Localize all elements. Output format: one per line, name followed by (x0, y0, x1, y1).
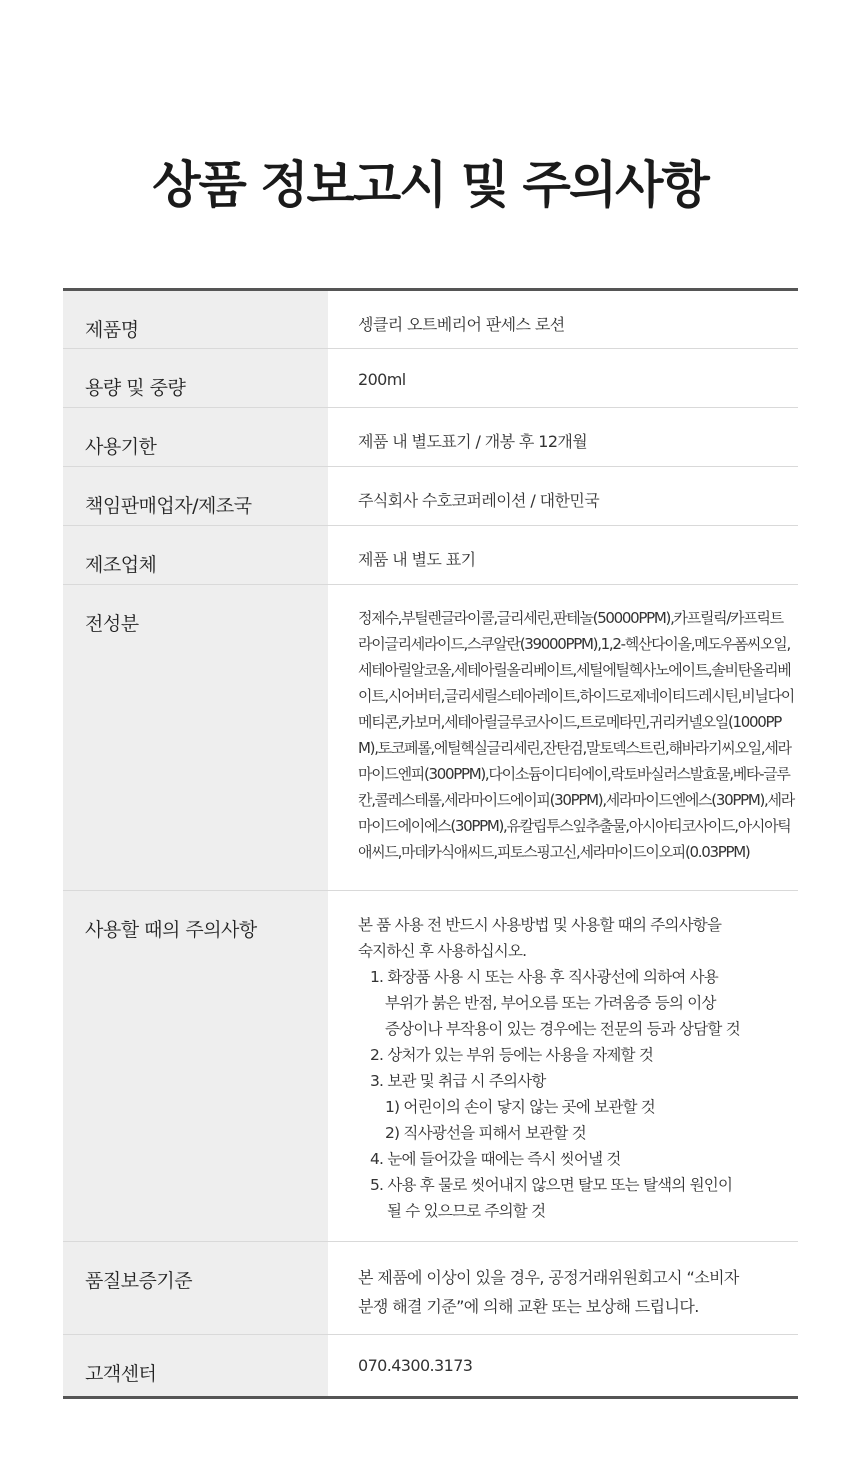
value-volume: 200ml (358, 370, 406, 389)
value-seller: 주식회사 수호코퍼레이션 / 대한민국 (358, 491, 600, 510)
caution-line: 1. 화장품 사용 시 또는 사용 후 직사광선에 의하여 사용 (370, 968, 718, 986)
caution-line: 부위가 붉은 반점, 부어오름 또는 가려움증 등의 이상 (385, 994, 716, 1012)
value-quality (328, 1242, 798, 1334)
row-ingredients (63, 585, 798, 891)
product-info-table (63, 288, 798, 1399)
row-quality (63, 1242, 798, 1335)
value-customer-center: 070.4300.3173 (358, 1356, 473, 1375)
row-customer-center (63, 1335, 798, 1396)
value-ingredients: 정제수,부틸렌글라이콜,글리세린,판테놀(50000PPM),카프릴릭/카프릭트라이글리세라이드,스쿠알란(39000PPM),1,2-헥산다이올,메도우폼씨오일,세테아릴알코올,세테아릴올리베이트,세틸에틸헥사노에이트,솔비탄올리베이트,시어버터,글리세릴스테아레이트,하이드로제네이티드레시틴,비닐다이메티콘,카보머,세테아릴글루코사이드,트로메타민,귀리커넬오일(1000PPM),토코페롤,에틸헥실글리세린,잔탄검,말토덱스트린,해바라기씨오일,세라마이드엔피(300PPM),다이소듐이디티에이,락토바실러스발효물,베타-글루칸,콜레스테롤,세라마이드에이피(30PPM),세라마이드엔에스(30PPM),세라마이드에이에스(30PPM),유칼립투스잎추출물,아시아티코사이드,아시아틱애씨드,마데카식애씨드,피토스핑고신,세라마이드이오피(0.03PPM) (358, 609, 794, 861)
caution-line: 2. 상처가 있는 부위 등에는 사용을 자제할 것 (370, 1046, 654, 1064)
caution-line: 3. 보관 및 취급 시 주의사항 (370, 1072, 546, 1090)
label-seller: 책임판매업자/제조국 (63, 467, 328, 525)
label-expiry: 사용기한 (63, 408, 328, 466)
value-caution (328, 891, 798, 1241)
caution-line: 1) 어린이의 손이 닿지 않는 곳에 보관할 것 (385, 1098, 655, 1116)
caution-line: 본 품 사용 전 반드시 사용방법 및 사용할 때의 주의사항을 (358, 916, 722, 934)
caution-line: 될 수 있으므로 주의할 것 (387, 1202, 546, 1220)
caution-line: 5. 사용 후 물로 씻어내지 않으면 탈모 또는 탈색의 원인이 (370, 1176, 733, 1194)
row-seller (63, 467, 798, 526)
caution-line: 증상이나 부작용이 있는 경우에는 전문의 등과 상담할 것 (385, 1020, 740, 1038)
label-ingredients: 전성분 (63, 585, 328, 890)
page-title: 상품 정보고시 및 주의사항 (152, 156, 708, 214)
label-quality: 품질보증기준 (63, 1242, 328, 1334)
row-volume (63, 349, 798, 408)
quality-line: 분쟁 해결 기준”에 의해 교환 또는 보상해 드립니다. (358, 1297, 699, 1316)
label-manufacturer: 제조업체 (63, 526, 328, 584)
row-manufacturer (63, 526, 798, 585)
label-caution: 사용할 때의 주의사항 (63, 891, 328, 1241)
value-product-name: 셍클리 오트베리어 판세스 로션 (358, 315, 565, 334)
row-expiry (63, 408, 798, 467)
caution-line: 2) 직사광선을 피해서 보관할 것 (385, 1124, 586, 1142)
row-product-name (63, 291, 798, 349)
caution-line: 숙지하신 후 사용하십시오. (358, 942, 527, 960)
value-expiry: 제품 내 별도표기 / 개봉 후 12개월 (358, 432, 588, 451)
value-manufacturer: 제품 내 별도 표기 (358, 550, 476, 569)
row-caution (63, 891, 798, 1242)
label-volume: 용량 및 중량 (63, 349, 328, 407)
label-product-name: 제품명 (63, 291, 328, 348)
caution-line: 4. 눈에 들어갔을 때에는 즉시 씻어낼 것 (370, 1150, 621, 1168)
label-customer-center: 고객센터 (63, 1335, 328, 1396)
quality-line: 본 제품에 이상이 있을 경우, 공정거래위원회고시 “소비자 (358, 1268, 739, 1287)
